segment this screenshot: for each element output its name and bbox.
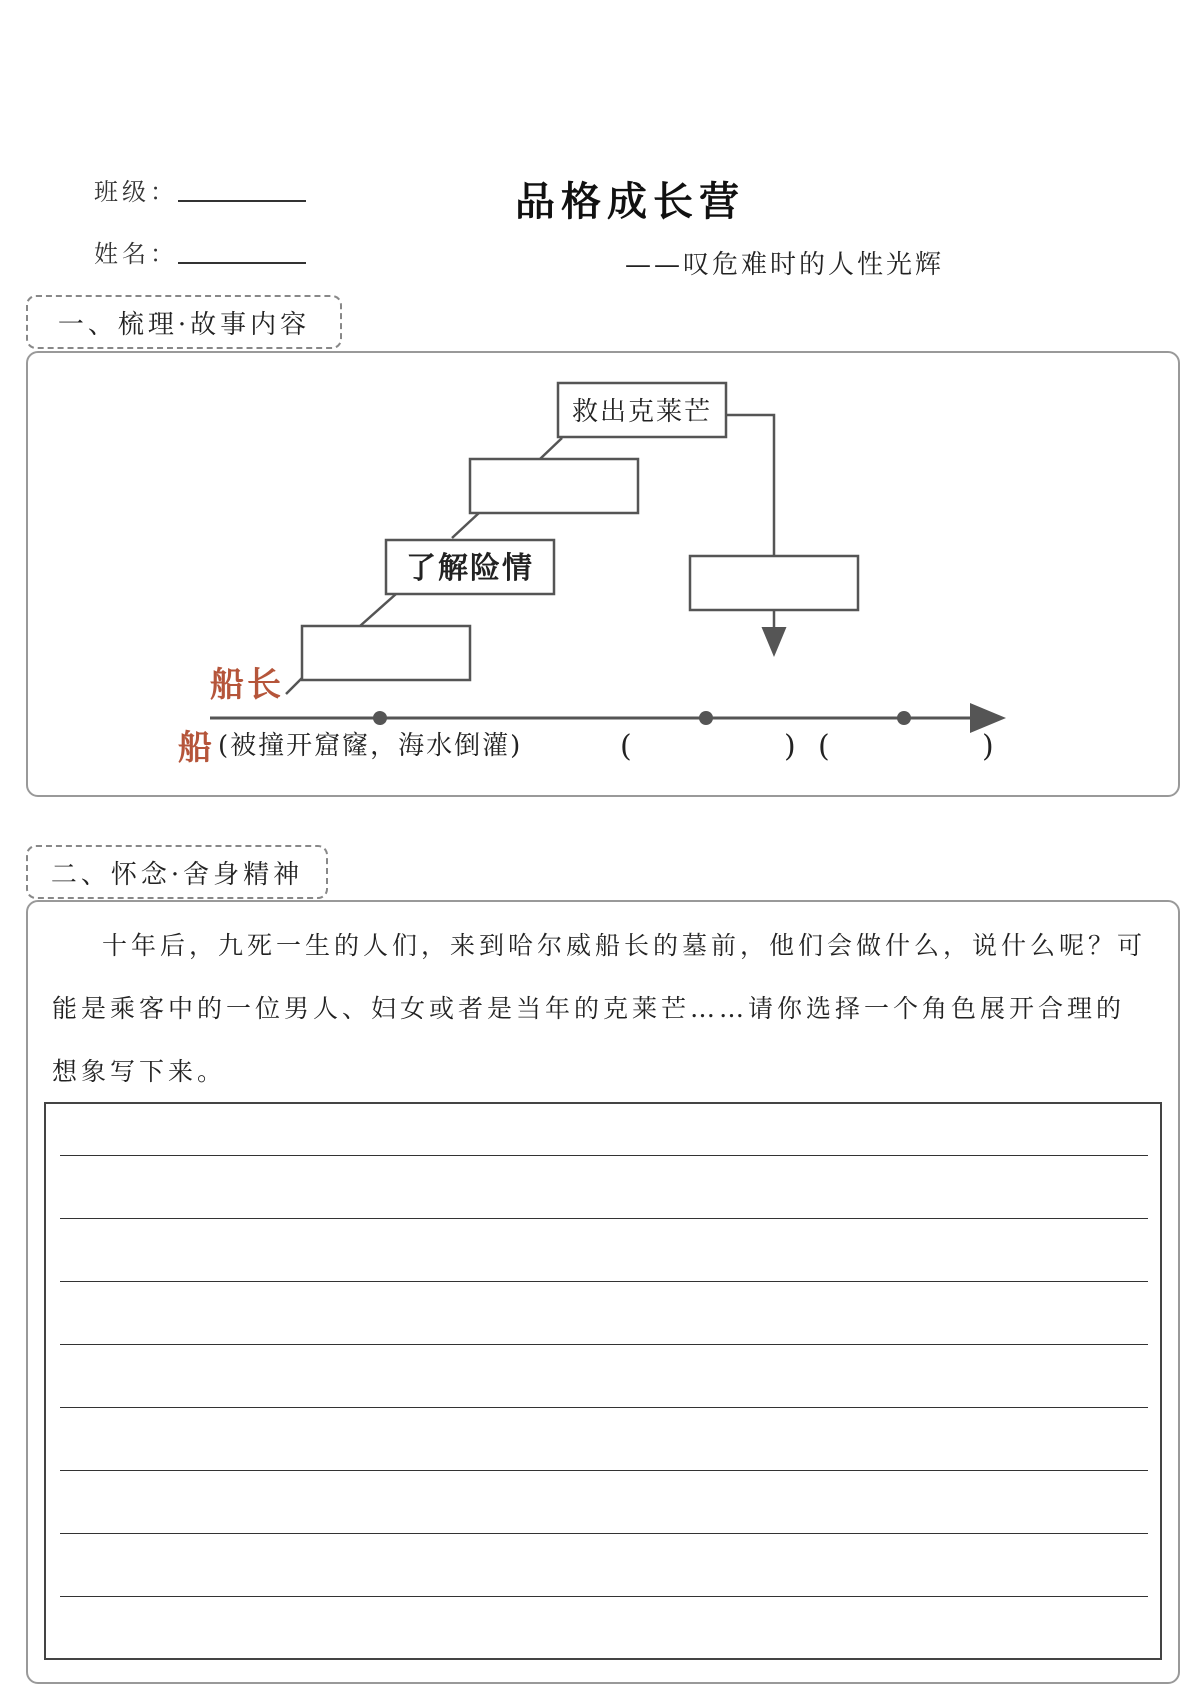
- ship-event-text: (被撞开窟窿，海水倒灌): [218, 731, 523, 761]
- writing-line: [60, 1155, 1148, 1156]
- timeline-dot: [699, 711, 713, 725]
- box-rescue-clement-text: 救出克莱芒: [571, 397, 713, 427]
- blank-box-3[interactable]: [690, 556, 858, 610]
- section-2-tab: 二、怀念·舍身精神: [26, 845, 328, 899]
- blank-box-1[interactable]: [302, 626, 470, 680]
- writing-line: [60, 1218, 1148, 1219]
- ship-label: 船: [178, 728, 212, 768]
- writing-line: [60, 1470, 1148, 1471]
- box-understand-danger-text: 了解险情: [406, 551, 534, 586]
- writing-line: [60, 1407, 1148, 1408]
- writing-line: [60, 1344, 1148, 1345]
- writing-line: [60, 1533, 1148, 1534]
- page-subtitle: ——叹危难时的人性光辉: [625, 250, 945, 280]
- writing-prompt: 十年后，九死一生的人们，来到哈尔威船长的墓前，他们会做什么，说什么呢？可能是乘客中的一位男人、妇女或者是当年的克莱芒……请你选择一个角色展开合理的想象写下来。: [52, 931, 1147, 1086]
- timeline-dot: [373, 711, 387, 725]
- timeline-dot: [897, 711, 911, 725]
- blank-paren-close: ): [982, 729, 994, 764]
- connector-line: [727, 415, 774, 556]
- captain-label: 船长: [210, 665, 284, 705]
- connector-line: [360, 594, 396, 626]
- connector-line: [286, 678, 302, 694]
- writing-line: [60, 1281, 1148, 1282]
- class-label: 班级：: [94, 178, 178, 206]
- blank-paren-close: ): [784, 729, 796, 764]
- connector-line: [540, 438, 562, 459]
- blank-paren-open: (: [620, 729, 632, 764]
- blank-paren-open: (: [818, 729, 830, 764]
- connector-line: [452, 512, 480, 538]
- story-diagram: [0, 0, 1200, 800]
- writing-line: [60, 1596, 1148, 1597]
- section-1-tab: 一、梳理·故事内容: [26, 295, 342, 349]
- blank-box-2[interactable]: [470, 459, 638, 513]
- writing-area[interactable]: [44, 1102, 1162, 1660]
- page-title: 品格成长营: [515, 178, 745, 225]
- name-label: 姓名：: [94, 240, 178, 268]
